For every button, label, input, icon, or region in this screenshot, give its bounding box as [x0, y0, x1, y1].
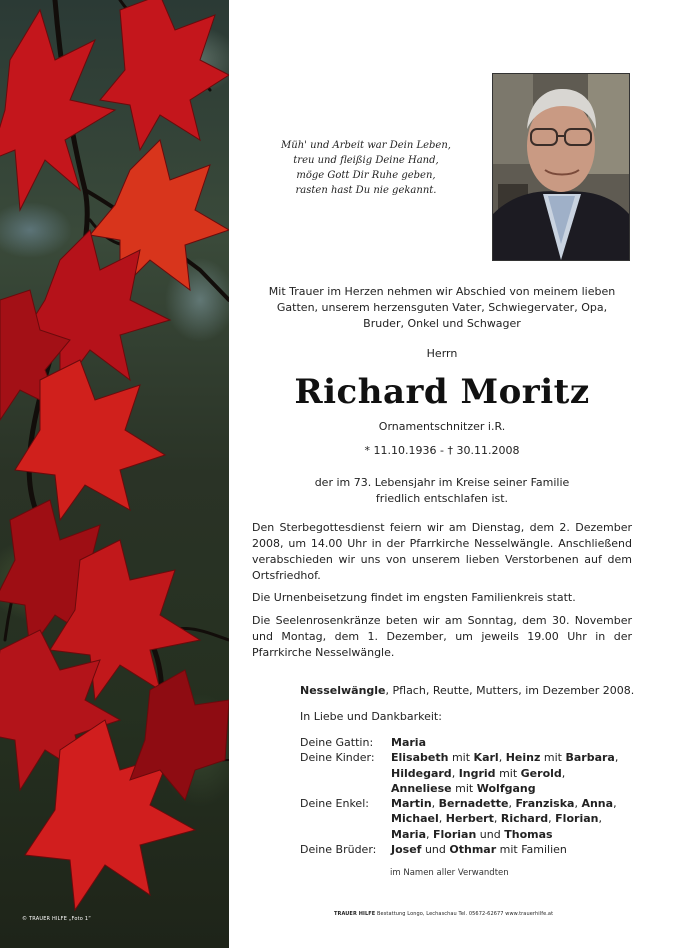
portrait-photo — [492, 73, 630, 261]
poem-line: rasten hast Du nie gekannt. — [295, 185, 437, 196]
family-label: Deine Gattin: — [300, 736, 374, 749]
occupation: Ornamentschnitzer i.R. — [378, 420, 506, 433]
family-label: Deine Enkel: — [300, 797, 369, 811]
place-main: Nesselwängle — [300, 684, 386, 697]
family-name: Herbert — [445, 812, 494, 826]
regards-line: In Liebe und Dankbarkeit: — [300, 710, 442, 723]
family-row-grandchildren-2: Michael, Herbert, Richard, Florian, — [391, 812, 602, 826]
connector: mit — [543, 751, 562, 765]
connector: mit Familien — [499, 843, 567, 857]
family-label: Deine Brüder: — [300, 843, 377, 857]
footer-brand: TRAUER HILFE — [334, 911, 376, 917]
intro-text — [252, 284, 632, 332]
family-name: Anna — [581, 797, 614, 811]
portrait-illustration — [493, 74, 629, 260]
life-dates: * 11.10.1936 - † 30.11.2008 — [364, 444, 520, 457]
connector: mit — [499, 766, 518, 780]
family-name: Florian — [555, 812, 599, 826]
urn-paragraph: Die Urnenbeisetzung findet im engsten Familienkreis statt. — [252, 591, 576, 604]
footer-text: Bestattung Longo, Lechaschau Tel. 05672-62677 www.trauerhilfe.at — [377, 911, 554, 917]
rosary-paragraph: Die Seelenrosenkränze beten wir am Sonntag, dem 30. November und Montag, dem 1. Dezember, um jeweils 19.00 Uhr in der Pfarrkirche Nesselwängle. — [252, 614, 632, 659]
family-name: Karl — [473, 751, 499, 765]
intro-line: Gatten, unserem herzensguten Vater, Schwiegervater, Opa, — [276, 301, 608, 314]
family-name: Michael — [391, 812, 439, 826]
family-name: Barbara — [565, 751, 615, 765]
place-rest: , Pflach, Reutte, Mutters, im Dezember 2008. — [385, 684, 635, 697]
intro-line: Mit Trauer im Herzen nehmen wir Abschied von meinem lieben — [268, 285, 616, 298]
family-name: Hildegard — [391, 766, 452, 780]
deceased-name: Richard Moritz — [294, 372, 590, 412]
family-name: Bernadette — [438, 797, 509, 811]
passing-line: friedlich entschlafen ist. — [375, 492, 509, 505]
family-name: Othmar — [449, 843, 497, 857]
connector: mit — [455, 781, 474, 795]
family-name: Anneliese — [391, 781, 452, 795]
passing-line: der im 73. Lebensjahr im Kreise seiner Familie — [314, 476, 570, 489]
family-row-children-2: Hildegard, Ingrid mit Gerold, — [391, 766, 566, 780]
family-name: Maria — [391, 827, 426, 841]
family-name: Martin — [391, 797, 432, 811]
poem — [268, 138, 464, 198]
passing-text — [252, 475, 632, 507]
connector: und — [479, 827, 501, 841]
family-name: Josef — [391, 843, 422, 857]
family-name: Franziska — [515, 797, 575, 811]
family-row-grandchildren: Deine Enkel: Martin, Bernadette, Franziska, Anna, — [300, 797, 617, 811]
family-row-brothers — [300, 842, 630, 857]
family-name: Elisabeth — [391, 751, 449, 765]
family-name: Thomas — [504, 827, 553, 841]
family-name: Ingrid — [458, 766, 496, 780]
footer — [334, 911, 553, 917]
family-name: Gerold — [520, 766, 562, 780]
family-name: Heinz — [505, 751, 541, 765]
intro-line: Bruder, Onkel und Schwager — [363, 317, 521, 330]
photo-credit: © TRAUER HILFE „Foto 1“ — [22, 916, 92, 922]
funeral-paragraph: Den Sterbegottesdienst feiern wir am Dienstag, dem 2. Dezember 2008, um 14.00 Uhr in der Pfarrkirche Nesselwängle. Anschließend verabschieden wir uns von unserem lieben Verstorbenen auf dem Ortsfriedhof. — [252, 521, 632, 582]
poem-line: möge Gott Dir Ruhe geben, — [296, 170, 436, 181]
relatives-note: im Namen aller Verwandten — [390, 868, 509, 878]
family-name: Florian — [433, 827, 477, 841]
place-line — [300, 683, 634, 699]
family-row-grandchildren-3: Maria, Florian und Thomas — [391, 827, 553, 841]
family-name: Wolfgang — [476, 781, 536, 795]
family-row-wife — [300, 735, 630, 750]
poem-line: Müh' und Arbeit war Dein Leben, — [281, 140, 451, 151]
connector: mit — [451, 751, 471, 765]
family-row-children: Deine Kinder: Elisabeth mit Karl, Heinz mit Barbara, — [300, 751, 619, 765]
maple-leaf-photo — [0, 0, 229, 948]
poem-line: treu und fleißig Deine Hand, — [293, 155, 439, 166]
family-row-children-3 — [300, 781, 630, 796]
family-name: Richard — [500, 812, 549, 826]
connector: und — [424, 843, 446, 857]
family-list — [300, 735, 630, 857]
maple-leaf-illustration — [0, 0, 229, 948]
family-name: Maria — [391, 736, 426, 749]
family-label: Deine Kinder: — [300, 751, 375, 765]
salutation: Herrn — [426, 347, 458, 360]
